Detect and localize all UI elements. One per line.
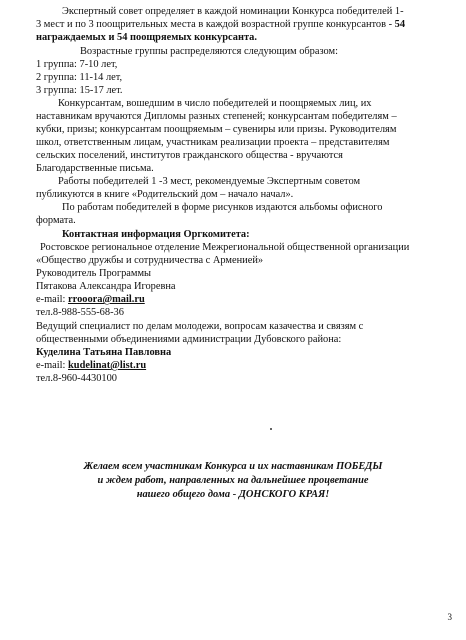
- contact-role: Ведущий специалист по делам молодежи, вопросам казачества и связям с: [36, 321, 364, 332]
- email-link[interactable]: kudelinat@list.ru: [68, 360, 147, 371]
- publication-line: публикуются в книге «Родительский дом – начало начал».: [36, 189, 294, 200]
- publication-line: По работам победителей в форме рисунков издаются альбомы офисного: [62, 202, 383, 213]
- page-number: 3: [447, 612, 452, 622]
- closing-line: и ждем работ, направленных на дальнейшее процветание: [97, 475, 369, 486]
- intro-line: 3 мест и по 3 поощрительных места в каждой возрастной группе конкурсантов - 54: [36, 19, 406, 30]
- contact-email-row: e-mail: kudelinat@list.ru: [36, 360, 147, 371]
- awards-line: наставникам вручаются Дипломы разных степеней; конкурсантам победителям –: [36, 111, 397, 122]
- awards-line: кубки, призы; конкурсантам поощряемым – сувениры или призы. Руководителям: [36, 124, 397, 135]
- awards-line: Благодарственные письма.: [36, 163, 154, 174]
- intro-line: Экспертный совет определяет в каждой номинации Конкурса победителей 1-: [62, 6, 404, 17]
- contact-phone: тел.8-960-4430100: [36, 373, 118, 384]
- contacts-heading: Контактная информация Оргкомитета:: [62, 229, 250, 240]
- awards-line: сельских поселений, институтов гражданского общества - вручаются: [36, 150, 343, 161]
- awards-line: школ, ответственным лицам, участникам реализации проекта – представителям: [36, 137, 390, 148]
- contact-role: Руководитель Программы: [36, 268, 152, 279]
- org-line: «Общество дружбы и сотрудничества с Арменией»: [36, 255, 264, 266]
- org-line: Ростовское региональное отделение Межрегиональной общественной организации: [40, 242, 410, 253]
- publication-line: Работы победителей 1 -3 мест, рекомендуемые Экспертным советом: [58, 176, 361, 187]
- age-group-item: 2 группа: 11-14 лет,: [36, 72, 123, 83]
- age-groups-heading: Возрастные группы распределяются следующим образом:: [80, 46, 338, 57]
- awards-line: Конкурсантам, вошедшим в число победителей и поощряемых лиц, их: [58, 98, 372, 109]
- closing-line: Желаем всем участникам Конкурса и их наставникам ПОБЕДЫ: [83, 461, 383, 472]
- age-group-item: 3 группа: 15-17 лет.: [36, 85, 123, 96]
- contact-phone: тел.8-988-555-68-36: [36, 307, 124, 318]
- winners-count: 54: [394, 19, 406, 30]
- contact-role: общественными объединениями администрации Дубовского района:: [36, 334, 342, 345]
- contact-name: Куделина Татьяна Павловна: [36, 347, 172, 358]
- email-link[interactable]: rrooora@mail.ru: [68, 294, 145, 305]
- contact-email-row: e-mail: rrooora@mail.ru: [36, 294, 145, 305]
- age-group-item: 1 группа: 7-10 лет,: [36, 59, 118, 70]
- scan-speck: [270, 428, 272, 430]
- intro-line: награждаемых и 54 поощряемых конкурсанта.: [36, 32, 257, 43]
- publication-line: формата.: [36, 215, 76, 226]
- contact-name: Пятакова Александра Игоревна: [36, 281, 176, 292]
- closing-line: нашего общего дома - ДОНСКОГО КРАЯ!: [136, 489, 330, 500]
